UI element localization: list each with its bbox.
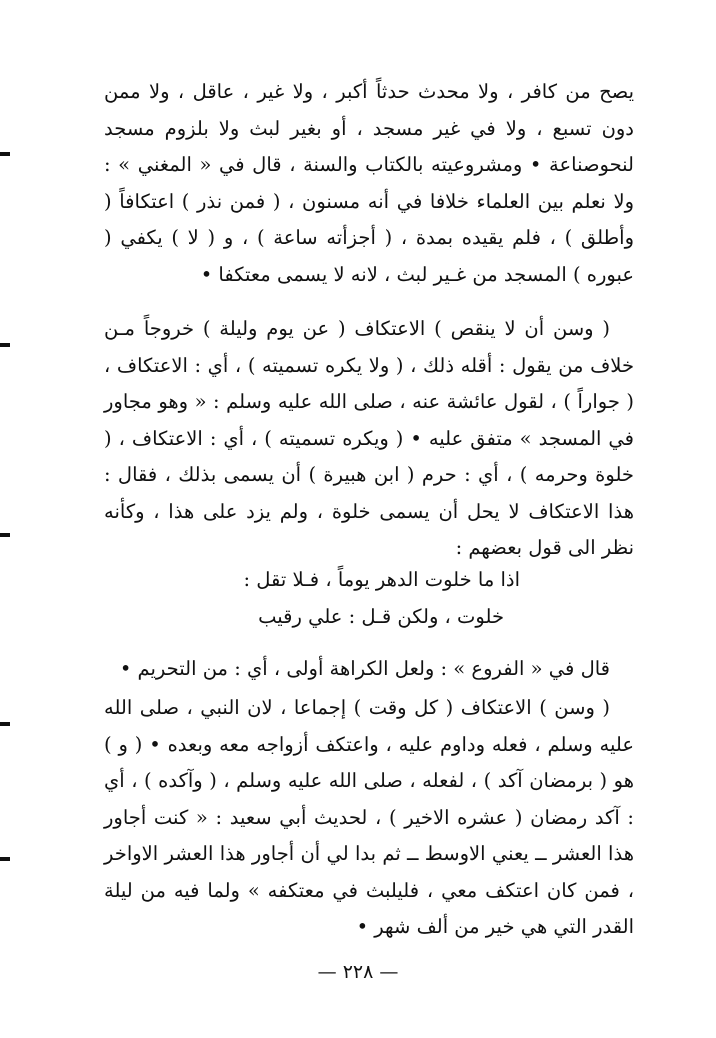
margin-tick xyxy=(0,857,10,861)
verse-line-1: اذا ما خلوت الدهر يوماً ، فـلا تقل : xyxy=(243,568,520,591)
page-number: — ٢٢٨ — xyxy=(317,961,399,983)
margin-tick xyxy=(0,343,10,347)
paragraph: قال في « الفروع » : ولعل الكراهة أولى ، أي : من التحريم • xyxy=(119,657,610,680)
paragraph: يصح من كافر ، ولا محدث حدثاً أكبر ، ولا غير ، عاقل ، ولا ممن دون تسبع ، ولا في غير مسجد ، أو بغير لبث ولا بلزوم مسجد لنحوصناعة • ومشروعيته بالكتاب والسنة ، قال في « المغني » : ولا نعلم بين العلماء خلافا في أنه مسنون ، ( فمن نذر ) اعتكافاً ( وأطلق ) ، فلم يقيده بمدة ، ( أجزأته ساعة ) ، و ( لا ) يكفي ( عبوره ) المسجد من غـير لبث ، لانه لا يسمى معتكفا • xyxy=(104,80,634,286)
margin-tick xyxy=(0,152,10,156)
margin-tick xyxy=(0,533,10,537)
margin-tick xyxy=(0,722,10,726)
paragraph: ( وسن أن لا ينقص ) الاعتكاف ( عن يوم وليلة ) خروجاً مـن خلاف من يقول : أقله ذلك ، ( ولا يكره تسميته ) ، أي : الاعتكاف ، ( جواراً ) ، لقول عائشة عنه ، صلى الله عليه وسلم : « وهو مجاور في المسجد » متفق عليه • ( ويكره تسميته ) ، أي : الاعتكاف ، ( خلوة وحرمه ) ، أي : حرم ( ابن هبيرة ) أن يسمى بذلك ، فقال : هذا الاعتكاف لا يحل أن يسمى خلوة ، ولم يزد على هذا ، وكأنه نظر الى قول بعضهم : xyxy=(104,317,634,559)
paragraph: ( وسن ) الاعتكاف ( كل وقت ) إجماعا ، لان النبي ، صلى الله عليه وسلم ، فعله وداوم عليه ، واعتكف أزواجه معه وبعده • ( و ) هو ( برمضان آكد ) ، لفعله ، صلى الله عليه وسلم ، ( وآكده ) ، أي : آكد رمضان ( عشره الاخير ) ، لحديث أبي سعيد : « كنت أجاور هذا العشر ــ يعني الاوسط ــ ثم بدا لي أن أجاور هذا العشر الاواخر ، فمن كان اعتكف معي ، فليلبث في معتكفه » ولما فيه من ليلة القدر التي هي خير من ألف شهر • xyxy=(104,696,634,938)
verse-line-2: خلوت ، ولكن قـل : علي رقيب xyxy=(258,605,504,628)
